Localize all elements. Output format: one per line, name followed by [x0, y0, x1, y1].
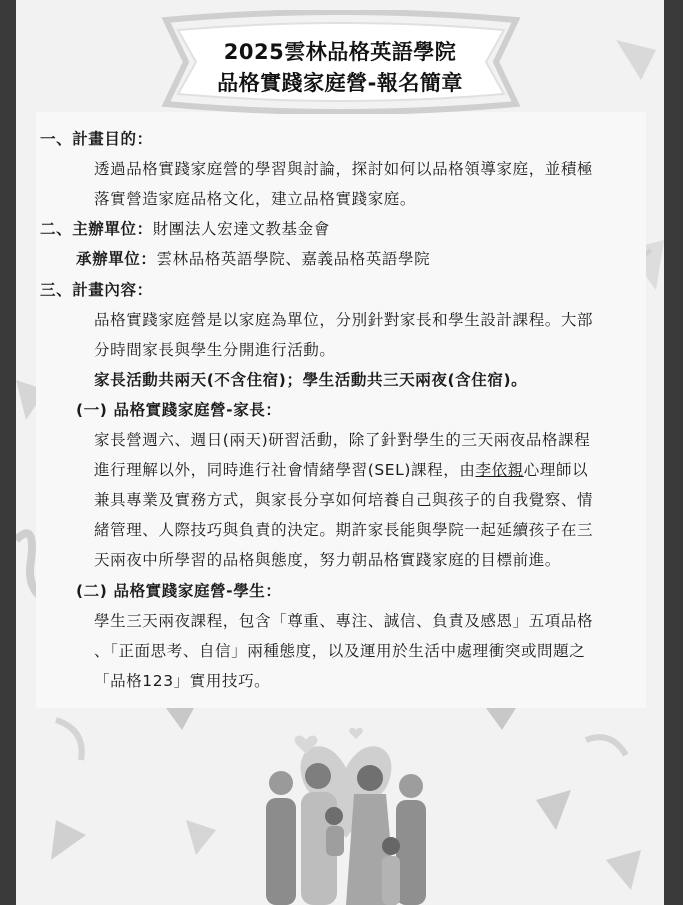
parent-camp-line1: 家長營週六、週日(兩天)研習活動，除了針對學生的三天兩夜品格課程: [94, 431, 591, 449]
document-page: [16, 0, 664, 905]
parent-camp-line2-pre: 進行理解以外，同時進行社會情緒學習(SEL)課程，由: [94, 461, 476, 479]
family-illustration-icon: [246, 728, 446, 905]
section3-schedule: 家長活動共兩天(不含住宿)；學生活動共三天兩夜(含住宿)。: [94, 371, 528, 389]
section2-organizer-row: [40, 214, 330, 244]
student-camp-heading: (二) 品格實踐家庭營-學生：: [76, 582, 282, 600]
parent-camp-heading: (一) 品格實踐家庭營-家長：: [76, 401, 282, 419]
section3-intro-line2: 分時間家長與學生分開進行活動。: [94, 341, 336, 359]
parent-camp-line2: [94, 455, 588, 485]
organizer-name: 財團法人宏達文教基金會: [152, 220, 330, 238]
section2-co-organizer-row: [76, 244, 430, 274]
title-line-1: 2025雲林品格英語學院: [223, 40, 457, 64]
section3-heading: 三、計畫內容：: [40, 281, 153, 299]
parent-camp-line3: 兼具專業及實務方式，與家長分享如何培養自己與孩子的自我覺察、情: [94, 491, 594, 509]
section1-heading: 一、計畫目的：: [40, 130, 153, 148]
co-organizer-name: 雲林品格英語學院、嘉義品格英語學院: [156, 250, 431, 268]
parent-camp-line4: 緒管理、人際技巧與負責的決定。期許家長能與學院一起延續孩子在三: [94, 521, 594, 539]
student-camp-line3: 「品格123」實用技巧。: [94, 672, 271, 690]
student-camp-line2: 、「正面思考、自信」兩種態度，以及運用於生活中處理衝突或問題之: [94, 642, 586, 660]
psychologist-name: 李依親: [475, 461, 524, 479]
title-line-2: 品格實踐家庭營-報名簡章: [217, 71, 463, 95]
parent-camp-line5: 天兩夜中所學習的品格與態度，努力朝品格實踐家庭的目標前進。: [94, 551, 561, 569]
section3-intro-line1: 品格實踐家庭營是以家庭為單位，分別針對家長和學生設計課程。大部: [94, 311, 594, 329]
co-organizer-heading: 承辦單位：: [76, 250, 157, 268]
section2-heading: 二、主辦單位：: [40, 220, 153, 238]
student-camp-line1: 學生三天兩夜課程，包含「尊重、專注、誠信、負責及感恩」五項品格: [94, 612, 594, 630]
parent-camp-line2-post: 心理師以: [523, 461, 589, 479]
section1-body-line1: 透過品格實踐家庭營的學習與討論，探討如何以品格領導家庭，並積極: [94, 160, 594, 178]
section1-body-line2: 落實營造家庭品格文化，建立品格實踐家庭。: [94, 190, 417, 208]
